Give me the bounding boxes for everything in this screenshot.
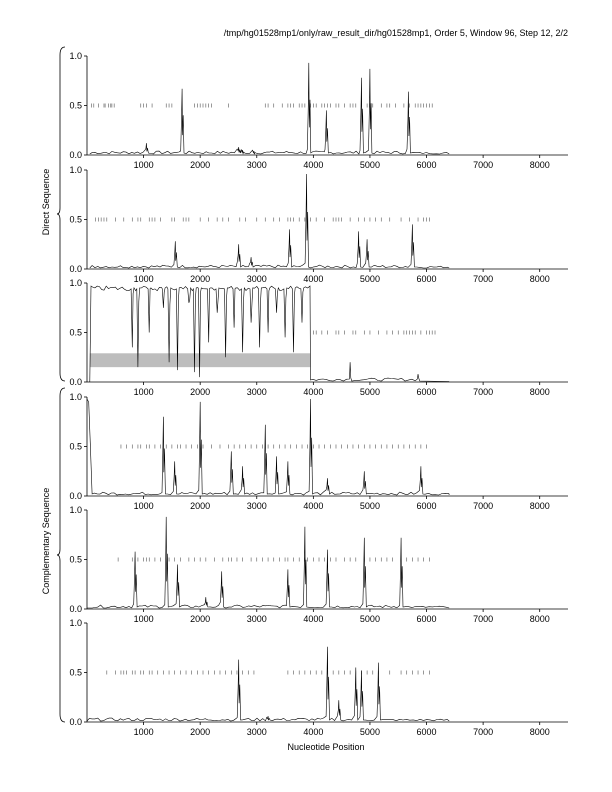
- profile-line: [87, 647, 449, 721]
- x-tick-label: 2000: [190, 387, 211, 397]
- x-tick-label: 2000: [190, 727, 211, 737]
- x-tick-label: 7000: [473, 160, 494, 170]
- y-tick-label: 1.0: [69, 392, 82, 402]
- brace-direct: [57, 47, 65, 381]
- x-tick-label: 2000: [190, 501, 211, 511]
- y-tick-label: 0.0: [69, 717, 82, 727]
- y-tick-label: 0.5: [69, 100, 82, 111]
- x-tick-label: 8000: [529, 160, 550, 170]
- x-tick-label: 7000: [473, 387, 494, 397]
- x-tick-label: 3000: [246, 614, 267, 624]
- y-tick-label: 0.0: [69, 377, 82, 387]
- x-tick-label: 3000: [246, 501, 267, 511]
- y-tick-label: 0.0: [69, 150, 82, 160]
- x-tick-label: 2000: [190, 274, 211, 284]
- panels: [69, 51, 568, 737]
- x-tick-label: 7000: [473, 727, 494, 737]
- x-tick-label: 2000: [190, 614, 211, 624]
- x-tick-label: 7000: [473, 501, 494, 511]
- y-tick-label: 0.5: [69, 667, 82, 678]
- x-tick-label: 6000: [416, 160, 437, 170]
- x-tick-label: 4000: [303, 160, 324, 170]
- x-tick-label: 1000: [133, 501, 154, 511]
- x-tick-label: 6000: [416, 614, 437, 624]
- x-tick-label: 5000: [359, 727, 380, 737]
- x-tick-label: 4000: [303, 387, 324, 397]
- threshold-band: [90, 353, 311, 367]
- x-tick-label: 8000: [529, 387, 550, 397]
- y-tick-label: 0.0: [69, 491, 82, 501]
- x-tick-label: 8000: [529, 274, 550, 284]
- x-tick-label: 1000: [133, 274, 154, 284]
- x-tick-label: 4000: [303, 727, 324, 737]
- x-tick-label: 5000: [359, 274, 380, 284]
- x-tick-label: 5000: [359, 614, 380, 624]
- y-tick-label: 0.0: [69, 264, 82, 274]
- x-tick-label: 6000: [416, 387, 437, 397]
- profile-line: [90, 174, 449, 268]
- panel-1: [69, 51, 568, 170]
- y-tick-label: 0.0: [69, 604, 82, 614]
- x-tick-label: 6000: [416, 727, 437, 737]
- x-tick-label: 6000: [416, 501, 437, 511]
- panel-6: [69, 618, 568, 737]
- x-tick-label: 3000: [246, 387, 267, 397]
- panel-2: [69, 165, 568, 284]
- y-tick-label: 0.5: [69, 554, 82, 565]
- profile-line: [87, 517, 449, 608]
- x-tick-label: 8000: [529, 501, 550, 511]
- x-tick-label: 3000: [246, 160, 267, 170]
- y-tick-label: 1.0: [69, 165, 82, 175]
- y-tick-label: 1.0: [69, 278, 82, 288]
- x-tick-label: 1000: [133, 727, 154, 737]
- x-tick-label: 7000: [473, 614, 494, 624]
- panel-3: [69, 278, 568, 397]
- side-label-direct: Direct Sequence: [41, 168, 51, 236]
- x-tick-label: 8000: [529, 614, 550, 624]
- x-tick-label: 4000: [303, 274, 324, 284]
- x-tick-label: 3000: [246, 727, 267, 737]
- brace-complementary: [57, 388, 65, 722]
- panel-4: [69, 392, 568, 511]
- x-tick-label: 1000: [133, 614, 154, 624]
- y-tick-label: 1.0: [69, 505, 82, 515]
- x-tick-label: 8000: [529, 727, 550, 737]
- x-tick-label: 6000: [416, 274, 437, 284]
- x-tick-label: 3000: [246, 274, 267, 284]
- y-tick-label: 0.5: [69, 214, 82, 225]
- x-tick-label: 1000: [133, 160, 154, 170]
- side-label-complementary: Complementary Sequence: [41, 487, 51, 595]
- x-axis-title: Nucleotide Position: [287, 742, 365, 752]
- profile-line: [90, 63, 449, 154]
- group-braces: [57, 47, 65, 722]
- x-tick-label: 5000: [359, 387, 380, 397]
- x-tick-label: 2000: [190, 160, 211, 170]
- y-tick-label: 0.5: [69, 327, 82, 338]
- y-tick-label: 0.5: [69, 441, 82, 452]
- header-title: /tmp/hg01528mp1/only/raw_result_dir/hg01528mp1, Order 5, Window 96, Step 12, 2/2: [223, 28, 568, 38]
- x-tick-label: 4000: [303, 614, 324, 624]
- x-tick-label: 4000: [303, 501, 324, 511]
- profile-line: [90, 286, 449, 382]
- y-tick-label: 1.0: [69, 618, 82, 628]
- y-tick-label: 1.0: [69, 51, 82, 61]
- x-tick-label: 5000: [359, 160, 380, 170]
- x-tick-label: 1000: [133, 387, 154, 397]
- x-tick-label: 5000: [359, 501, 380, 511]
- x-tick-label: 7000: [473, 274, 494, 284]
- panel-5: [69, 505, 568, 624]
